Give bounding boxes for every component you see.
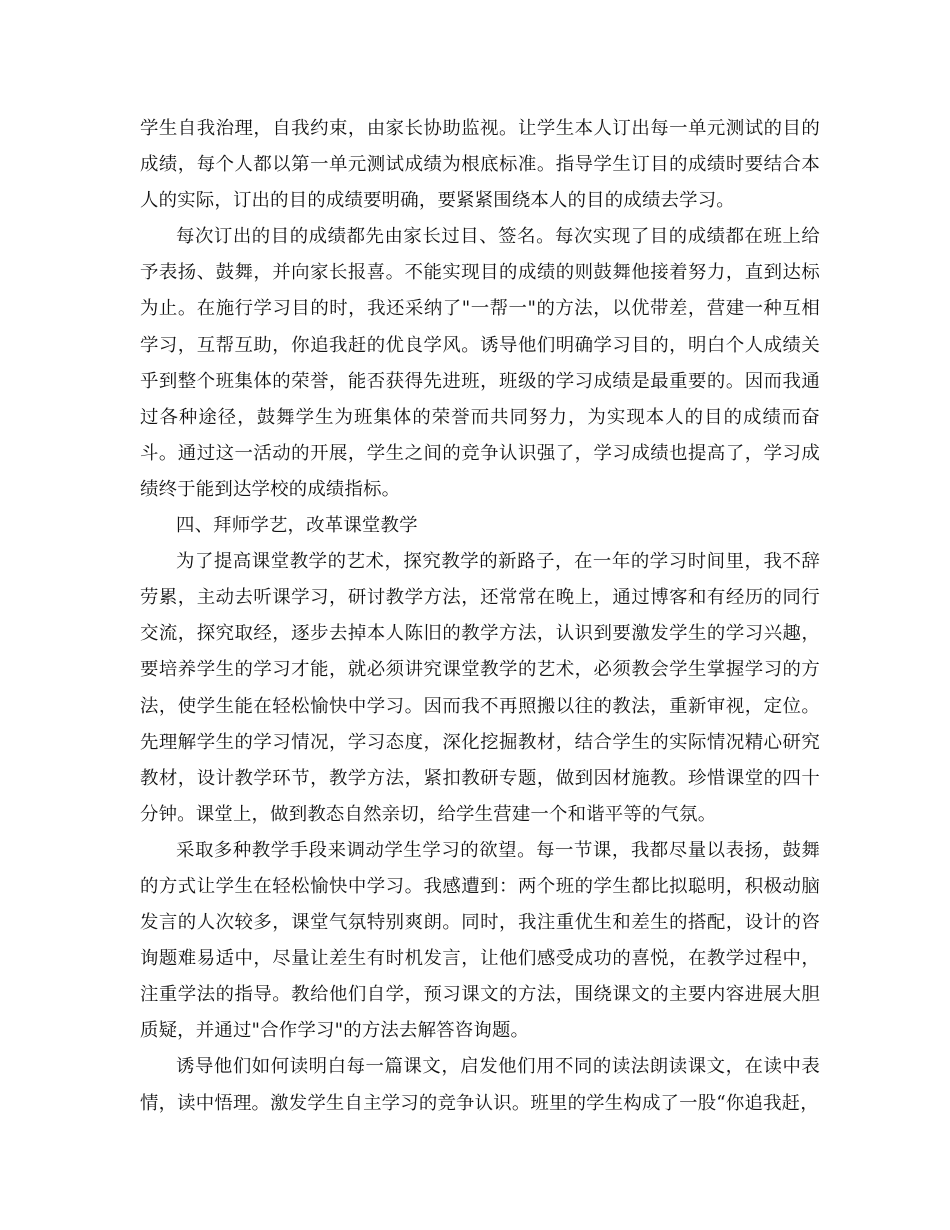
document-page [140,111,820,1122]
section-heading: 四、拜师学艺，改革课堂教学 [176,515,418,537]
paragraph-2: 每次订出的目的成绩都先由家长过目、签名。每次实现了目的成绩都在班上给予表扬、鼓舞，并向家长报喜。不能实现目的成绩的则鼓舞他接着努力，直到达标为止。在施行学习目的时，我还采纳了"一帮一"的方法，以优带差，营建一种互相学习，互帮互助，你追我赶的优良学风。诱导他们明确学习目的，明白个人成绩关乎到整个班集体的荣誉，能否获得先进班，班级的学习成绩是最重要的。因而我通过各种途径，鼓舞学生为班集体的荣誉而共同努力，为实现本人的目的成绩而奋斗。通过这一活动的开展，学生之间的竞争认识强了，学习成绩也提高了，学习成绩终于能到达学校的成绩指标。 [140,226,820,500]
paragraph-3: 为了提高课堂教学的艺术，探究教学的新路子，在一年的学习时间里，我不辞劳累，主动去听课学习，研讨教学方法，还常常在晚上，通过博客和有经历的同行交流，探究取经，逐步去掉本人陈旧的教学方法，认识到要激发学生的学习兴趣，要培养学生的学习才能，就必须讲究课堂教学的艺术，必须教会学生掌握学习的方法，使学生能在轻松愉快中学习。因而我不再照搬以往的教法，重新审视，定位。先理解学生的学习情况，学习态度，深化挖掘教材，结合学生的实际情况精心研究教材，设计教学环节，教学方法，紧扣教研专题，做到因材施教。珍惜课堂的四十分钟。课堂上，做到教态自然亲切，给学生营建一个和谐平等的气氛。 [140,551,820,825]
paragraph-1: 学生自我治理，自我约束，由家长协助监视。让学生本人订出每一单元测试的目的成绩，每个人都以第一单元测试成绩为根底标准。指导学生订目的成绩时要结合本人的实际，订出的目的成绩要明确，要紧紧围绕本人的目的成绩去学习。 [140,118,820,212]
paragraph-4: 采取多种教学手段来调动学生学习的欲望。每一节课，我都尽量以表扬，鼓舞的方式让学生在轻松愉快中学习。我感遭到：两个班的学生都比拟聪明，积极动脑发言的人次较多，课堂气氛特别爽朗。同时，我注重优生和差生的搭配，设计的咨询题难易适中，尽量让差生有时机发言，让他们感受成功的喜悦，在教学过程中，注重学法的指导。教给他们自学，预习课文的方法，围绕课文的主要内容进展大胆质疑，并通过"合作学习"的方法去解答咨询题。 [140,839,820,1042]
paragraph-5: 诱导他们如何读明白每一篇课文，启发他们用不同的读法朗读课文，在读中表情，读中悟理。激发学生自主学习的竞争认识。班里的学生构成了一股“你追我赶， [140,1056,820,1114]
